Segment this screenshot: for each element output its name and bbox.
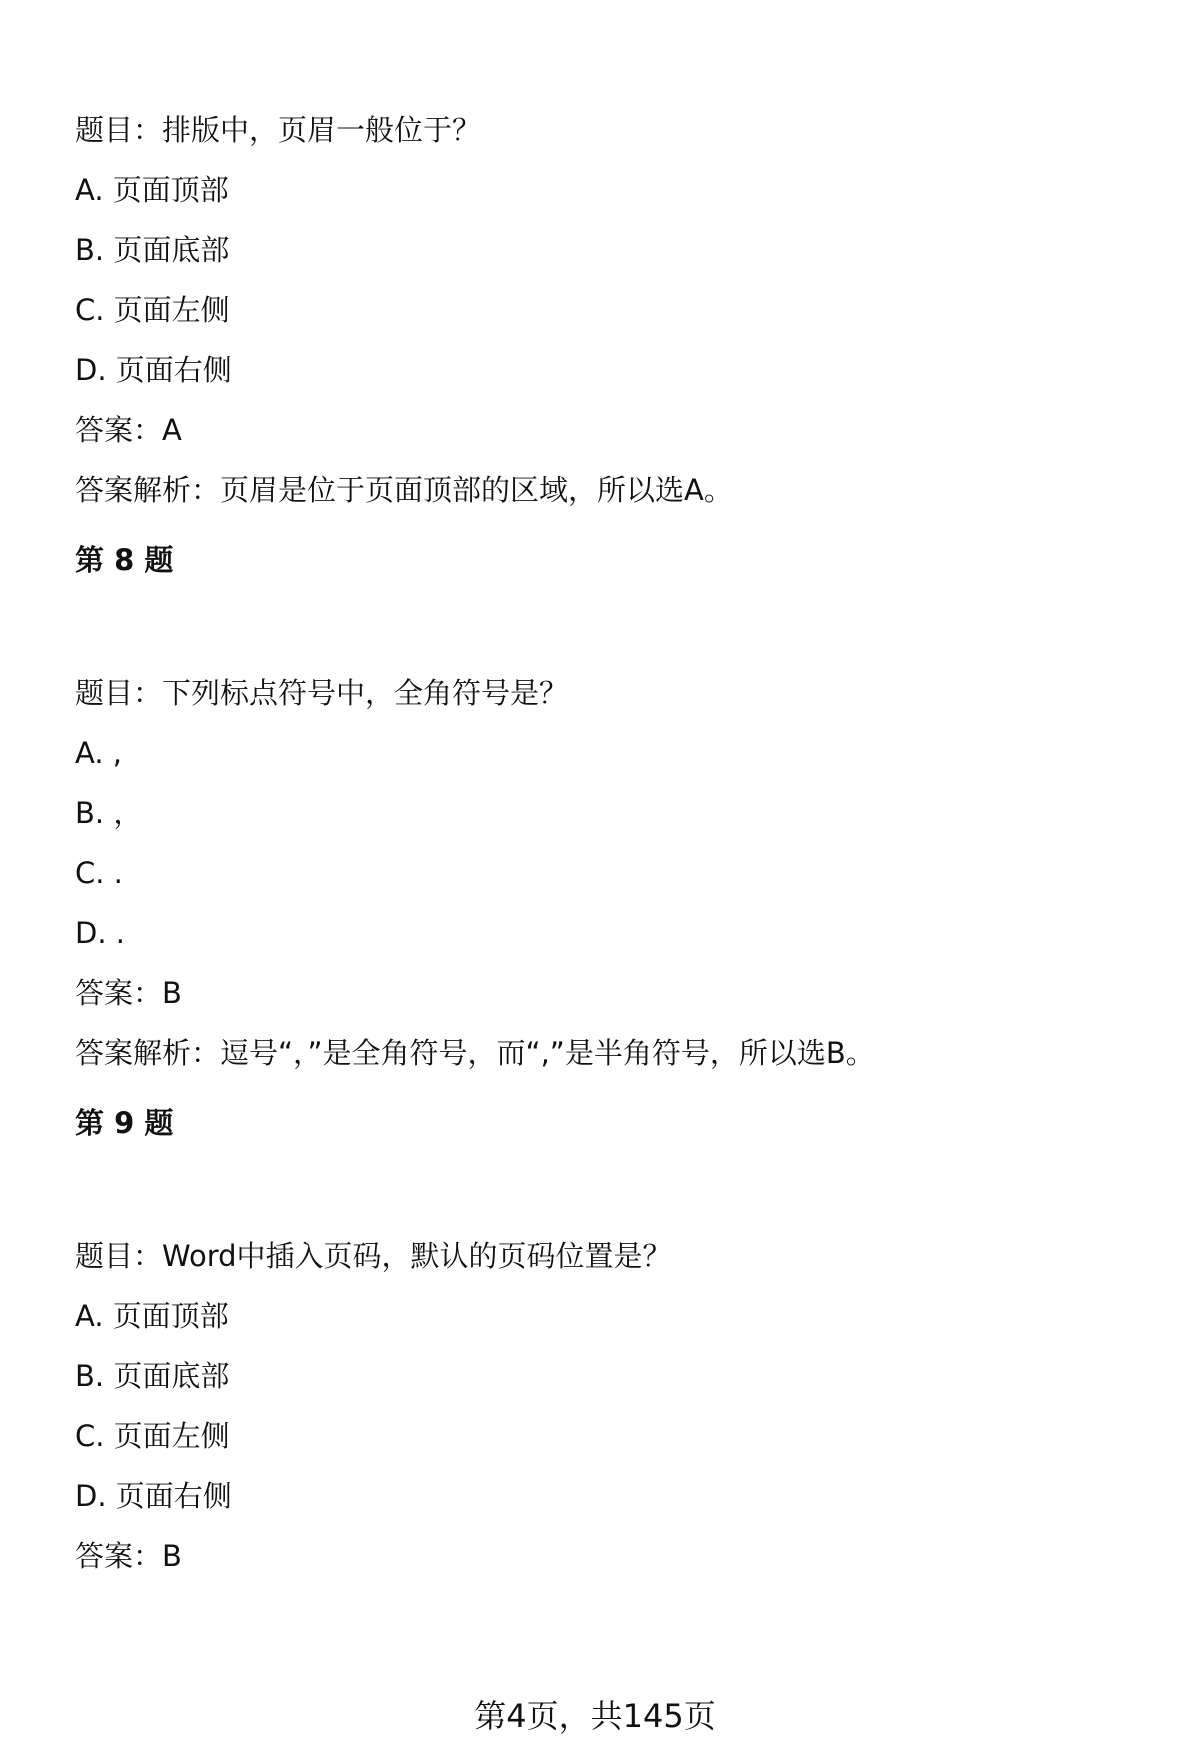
answer-text: 答案：B <box>75 976 182 1010</box>
question-text: 题目：下列标点符号中，全角符号是？ <box>75 676 569 710</box>
question-block-7 <box>75 112 1115 508</box>
option-d: D. 页面右侧 <box>75 353 232 387</box>
option-b: B. 页面底部 <box>75 1359 230 1393</box>
option-c: C. . <box>75 856 123 890</box>
question-block-8 <box>75 542 1115 1071</box>
answer-explanation: 答案解析：页眉是位于页面顶部的区域，所以选A。 <box>75 473 733 507</box>
option-d: D. . <box>75 916 125 950</box>
question-text: 题目：排版中，页眉一般位于？ <box>75 113 482 147</box>
question-block-9 <box>75 1105 1115 1574</box>
option-b: B. ， <box>75 796 143 830</box>
option-b: B. 页面底部 <box>75 233 230 267</box>
answer-explanation: 答案解析：逗号“，”是全角符号，而“,”是半角符号，所以选B。 <box>75 1036 875 1070</box>
page-number-footer: 第4页，共145页 <box>474 1697 716 1735</box>
answer-text: 答案：A <box>75 413 182 447</box>
question-text: 题目：Word中插入页码，默认的页码位置是？ <box>75 1239 672 1273</box>
question-heading: 第 8 题 <box>75 543 174 577</box>
option-a: A. , <box>75 736 122 770</box>
option-d: D. 页面右侧 <box>75 1479 232 1513</box>
option-c: C. 页面左侧 <box>75 293 230 327</box>
question-heading: 第 9 题 <box>75 1106 174 1140</box>
answer-text: 答案：B <box>75 1539 182 1573</box>
option-a: A. 页面顶部 <box>75 173 229 207</box>
option-c: C. 页面左侧 <box>75 1419 230 1453</box>
option-a: A. 页面顶部 <box>75 1299 229 1333</box>
page-content <box>75 112 1115 1598</box>
